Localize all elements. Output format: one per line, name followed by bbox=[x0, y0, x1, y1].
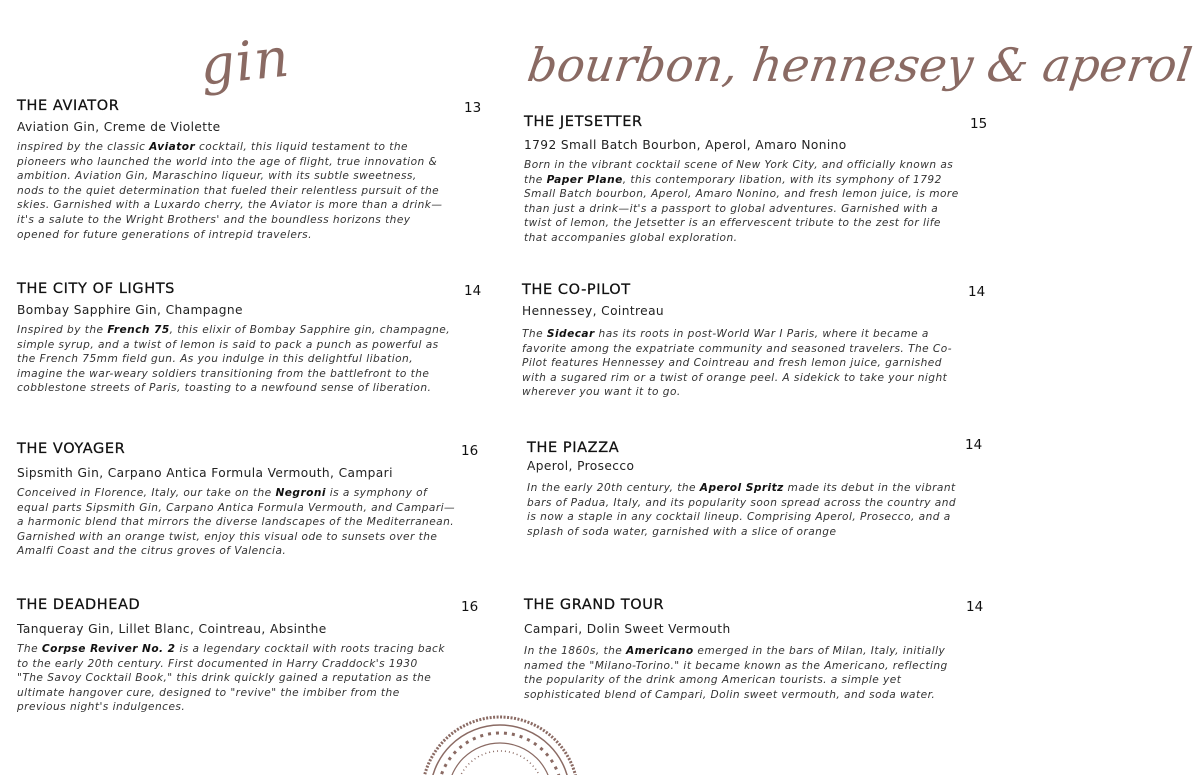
cocktail-ingredients: Aperol, Prosecco bbox=[527, 459, 635, 473]
cocktail-name: THE DEADHEAD bbox=[17, 597, 141, 613]
cocktail-deadhead bbox=[17, 597, 447, 715]
cocktail-ingredients: Bombay Sapphire Gin, Champagne bbox=[17, 303, 243, 317]
cocktail-ingredients: 1792 Small Batch Bourbon, Aperol, Amaro Nonino bbox=[524, 138, 847, 152]
cocktail-ingredients: Sipsmith Gin, Carpano Antica Formula Vermouth, Campari bbox=[17, 466, 393, 480]
cocktail-name: THE JETSETTER bbox=[524, 114, 643, 130]
cocktail-description: inspired by the classic Aviator cocktail, this liquid testament to the pioneers who launched the world into the age of flight, true innovation & ambition. Aviation Gin, Maraschino liqueur, with its subtle sweetness, nods to the quiet determination that fueled their relentless pursuit of the skies. Garnished with a Luxardo cherry, the Aviator is more than a drink—it's a salute to the Wright Brothers' and the boundless horizons they opened for future generations of intrepid travelers. bbox=[17, 141, 443, 241]
cocktail-name: THE GRAND TOUR bbox=[524, 597, 665, 613]
cocktail-price: 16 bbox=[461, 599, 479, 615]
cocktail-price: 14 bbox=[968, 284, 986, 300]
cocktail-voyager bbox=[17, 441, 457, 559]
cocktail-piazza bbox=[527, 440, 957, 539]
cocktail-price: 13 bbox=[464, 100, 482, 116]
cocktail-description: Born in the vibrant cocktail scene of New York City, and officially known as the Paper Plane, this contemporary libation, with its symphony of 1792 Small Batch bourbon, Aperol, Amaro Nonino, and fresh lemon juice, is more than just a drink—it's a passport to global adventures. Garnished with a twist of lemon, the Jetsetter is an effervescent tribute to the zest for life that accompanies global exploration. bbox=[524, 159, 959, 244]
cocktail-price: 15 bbox=[970, 116, 988, 132]
gin-section-title: gin bbox=[196, 25, 293, 98]
cocktail-name: THE PIAZZA bbox=[527, 440, 620, 456]
cocktail-description: The Corpse Reviver No. 2 is a legendary cocktail with roots tracing back to the early 20th century. First documented in Harry Craddock's 1930 "The Savoy Cocktail Book," this drink quickly gained a reputation as the ultimate hangover cure, designed to "revive" the imbiber from the previous night's indulgences. bbox=[17, 643, 445, 714]
cocktail-description: Inspired by the French 75, this elixir of Bombay Sapphire gin, champagne, simple syrup, and a twist of lemon is said to pack a punch as powerful as the French 75mm field gun. As you indulge in this delightful libation, imagine the war-weary soldiers transitioning from the battlefront to the cobblestone streets of Paris, toasting to a newfound sense of liberation. bbox=[17, 324, 451, 395]
cocktail-price: 14 bbox=[966, 599, 984, 615]
cocktail-aviator bbox=[17, 98, 447, 242]
cocktail-description: In the early 20th century, the Aperol Spritz made its debut in the vibrant bars of Padua, Italy, and its popularity soon spread across the country and is now a staple in any cocktail lineup. Comprising Aperol, Prosecco, and a splash of soda water, garnished with a slice of orange bbox=[527, 482, 957, 538]
cocktail-price: 14 bbox=[464, 283, 482, 299]
cocktail-city-of-lights bbox=[17, 281, 457, 396]
decorative-seal-icon bbox=[418, 715, 582, 775]
cocktail-grand-tour bbox=[524, 597, 954, 702]
cocktail-jetsetter bbox=[524, 114, 964, 246]
cocktail-description: In the 1860s, the Americano emerged in the bars of Milan, Italy, initially named the "Milano-Torino." it became known as the Americano, reflecting the popularity of the drink among American tourists. a simple yet sophisticated blend of Campari, Dolin sweet vermouth, and soda water. bbox=[524, 645, 948, 701]
cocktail-name: THE CO-PILOT bbox=[522, 282, 631, 298]
cocktail-ingredients: Campari, Dolin Sweet Vermouth bbox=[524, 622, 731, 636]
bourbon-section-title: bourbon, hennesey & aperol bbox=[524, 38, 1195, 92]
cocktail-name: THE AVIATOR bbox=[17, 98, 120, 114]
cocktail-ingredients: Aviation Gin, Creme de Violette bbox=[17, 120, 221, 134]
cocktail-name: THE CITY OF LIGHTS bbox=[17, 281, 175, 297]
cocktail-co-pilot bbox=[522, 282, 962, 400]
cocktail-ingredients: Hennessey, Cointreau bbox=[522, 304, 665, 318]
cocktail-ingredients: Tanqueray Gin, Lillet Blanc, Cointreau, Absinthe bbox=[17, 622, 327, 636]
cocktail-price: 14 bbox=[965, 437, 983, 453]
cocktail-name: THE VOYAGER bbox=[17, 441, 126, 457]
cocktail-price: 16 bbox=[461, 443, 479, 459]
cocktail-description: Conceived in Florence, Italy, our take on the Negroni is a symphony of equal parts Sipsmith Gin, Carpano Antica Formula Vermouth, and Campari—a harmonic blend that mirrors the diverse landscapes of the Mediterranean. Garnished with an orange twist, enjoy this visual ode to sunsets over the Amalfi Coast and the citrus groves of Valencia. bbox=[17, 487, 456, 558]
cocktail-description: The Sidecar has its roots in post-World War I Paris, where it became a favorite among the expatriate community and seasoned travelers. The Co-Pilot features Hennessey and Cointreau and fresh lemon juice, garnished with a sugared rim or a twist of orange peel. A sidekick to take your night wherever you want it to go. bbox=[522, 328, 952, 399]
